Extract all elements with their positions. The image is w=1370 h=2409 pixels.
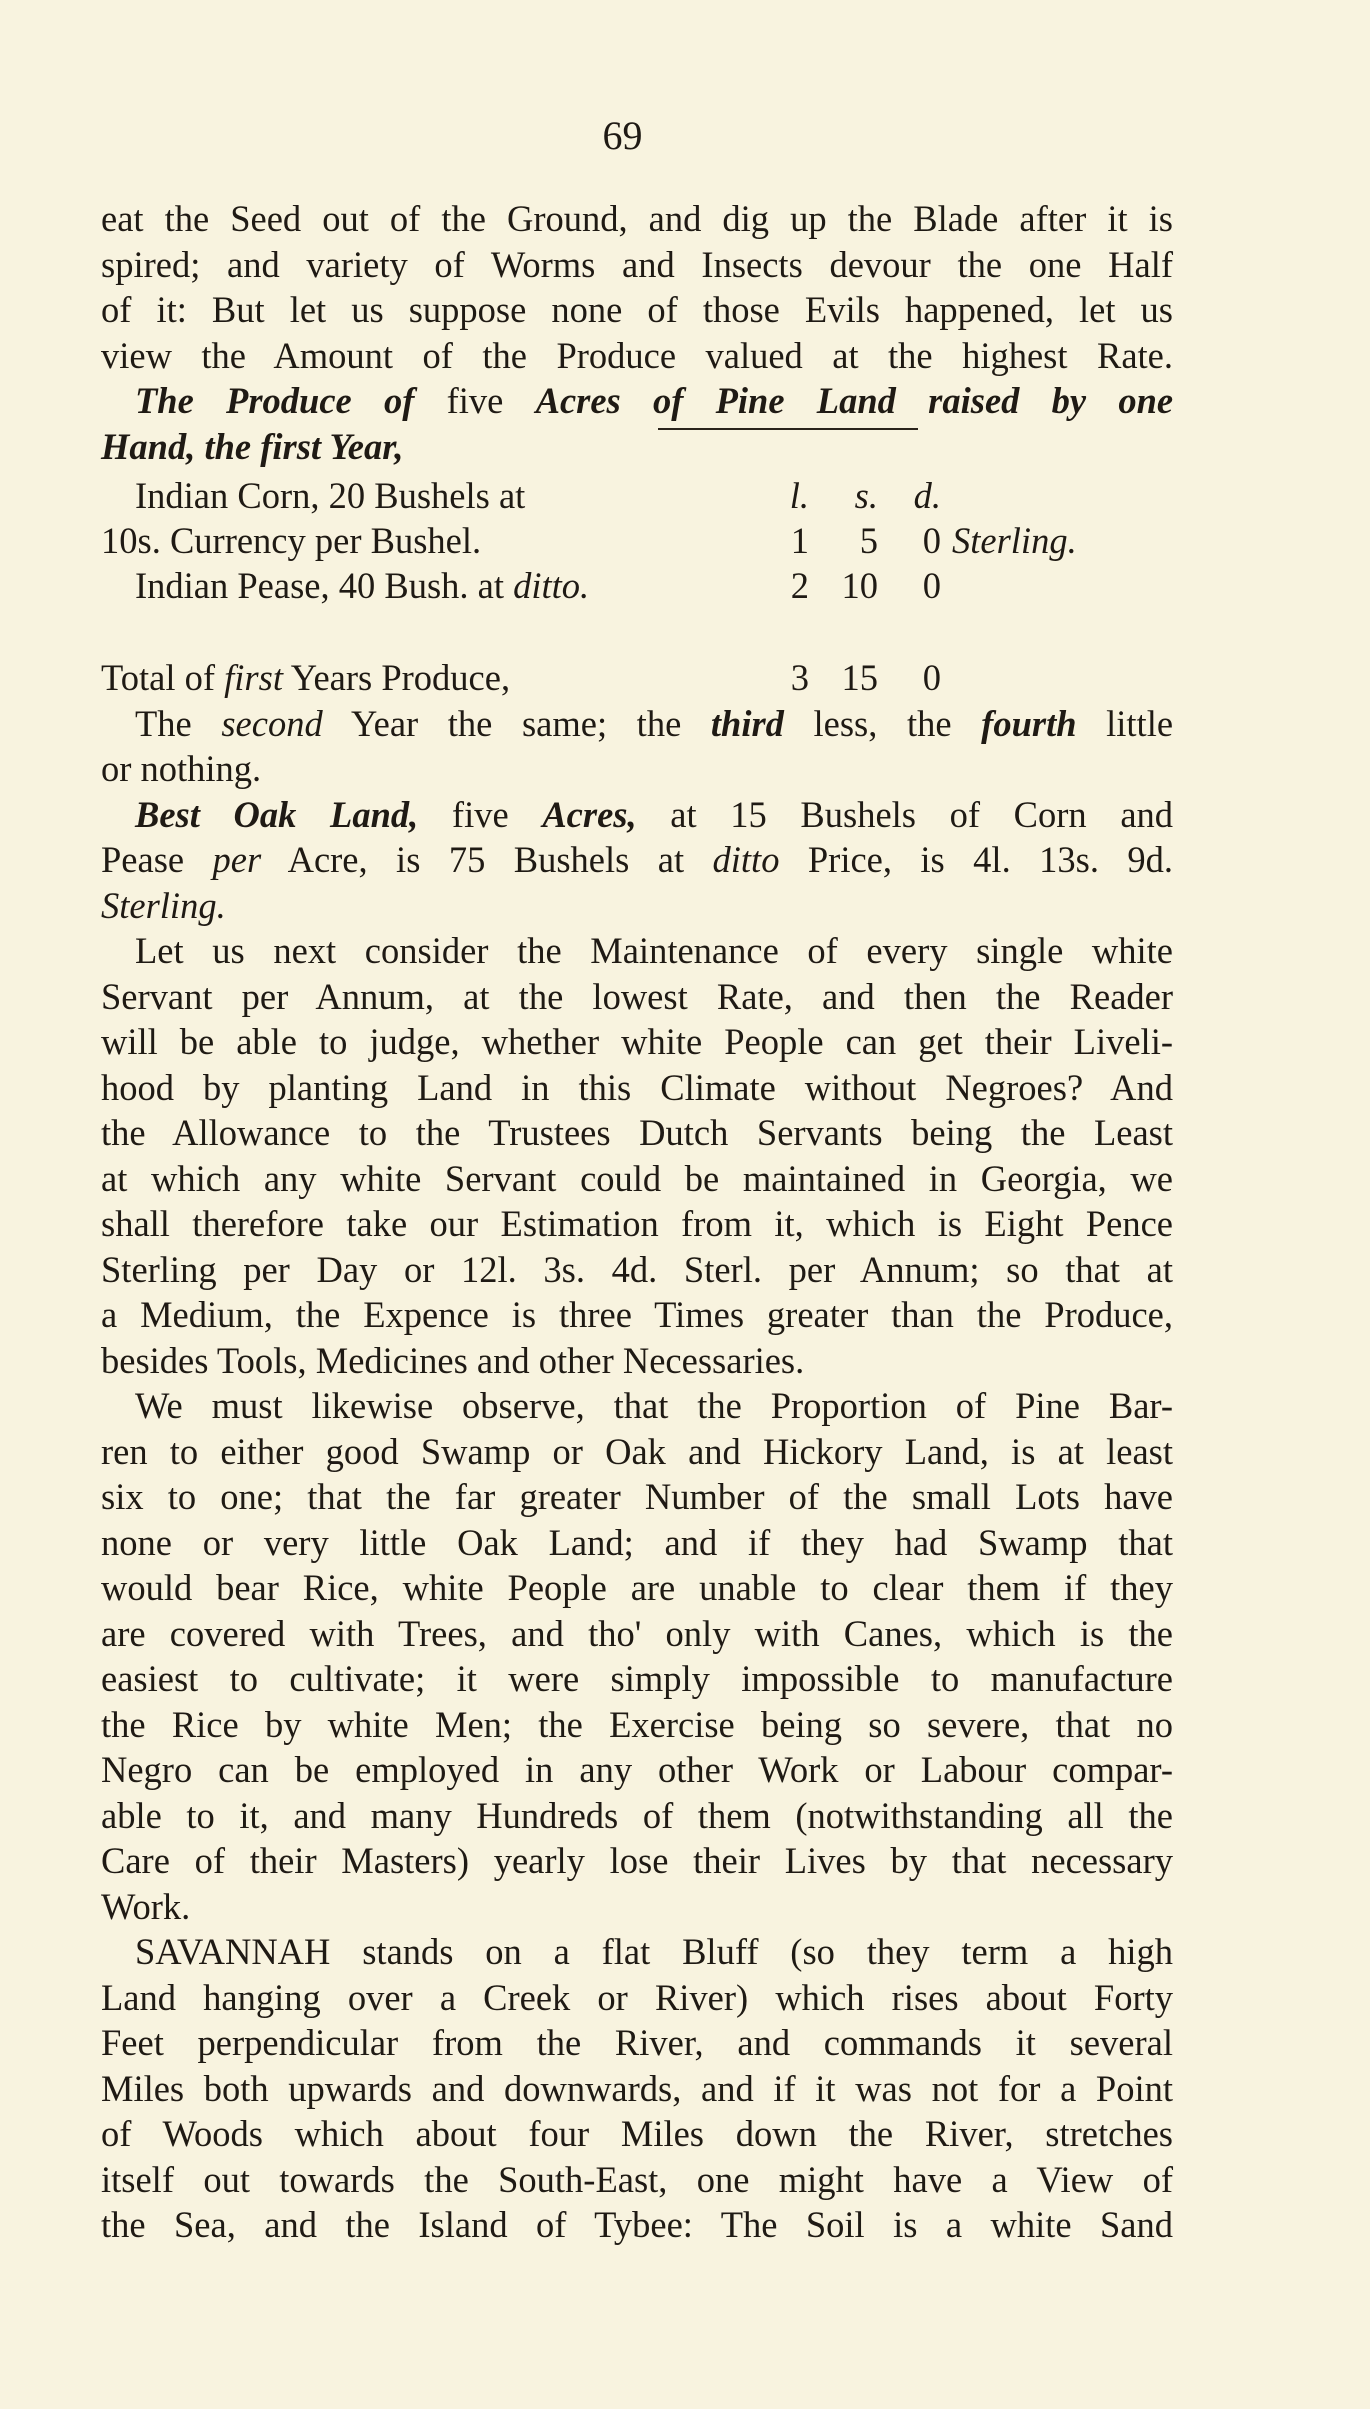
page-number: 69 [602,113,643,158]
text-line: Negro can be employed in any other Work or Labour compar- [101,1749,1173,1790]
text-line: The second Year the same; the third less, the fourth little [135,702,1174,744]
text-line: Work. [101,1885,191,1927]
account-row: Indian Corn, 20 Bushels at l. s. d. [135,475,941,516]
produce-heading-line2: Hand, the first Year, [101,425,404,467]
text-line: Pease per Acre, is 75 Bushels at ditto Price, is 4l. 13s. 9d. [101,839,1173,880]
text-line: Let us next consider the Maintenance of every single white [135,930,1173,971]
text-line: would bear Rice, white People are unable to clear them if they [101,1567,1173,1608]
text-line: SAVANNAH stands on a flat Bluff (so they term a high [135,1931,1173,1972]
text-line: Feet perpendicular from the River, and commands it several [101,2022,1173,2063]
total-rule [658,428,918,430]
text-line: the Sea, and the Island of Tybee: The Soil is a white Sand [101,2204,1173,2245]
text-line: Best Oak Land, five Acres, at 15 Bushels of Corn and [135,793,1174,835]
text-line: are covered with Trees, and tho' only with Canes, which is the [101,1612,1173,1654]
text-line: hood by planting Land in this Climate without Negroes? And [101,1066,1173,1108]
text-line: Land hanging over a Creek or River) which rises about Forty [101,1976,1173,2018]
account-total-row: Total of first Years Produce, 3 15 0 [101,657,941,698]
text-line: easiest to cultivate; it were simply impossible to manufacture [101,1658,1173,1699]
text-line: six to one; that the far greater Number of the small Lots have [101,1476,1173,1517]
text-line: will be able to judge, whether white People can get their Liveli- [101,1021,1173,1062]
text-line: of Woods which about four Miles down the River, stretches [101,2113,1173,2154]
text-line: Servant per Annum, at the lowest Rate, and then the Reader [101,975,1173,1017]
text-line: Sterling. [101,884,226,926]
text-line: at which any white Servant could be maintained in Georgia, we [101,1157,1173,1199]
text-line: able to it, and many Hundreds of them (notwithstanding all the [101,1794,1173,1836]
account-row: Indian Pease, 40 Bush. at ditto. 2 10 0 [135,565,941,606]
account-row: 10s. Currency per Bushel. 1 5 0 Sterling. [101,520,1077,561]
text-line: spired; and variety of Worms and Insects devour the one Half [101,243,1173,285]
text-line: ren to either good Swamp or Oak and Hickory Land, is at least [101,1430,1173,1472]
body-text [101,196,1173,2248]
text-line: or nothing. [101,748,262,789]
account-table [101,473,1173,655]
text-line: Miles both upwards and downwards, and if it was not for a Point [101,2067,1173,2109]
text-line: of it: But let us suppose none of those Evils happened, let us [101,289,1173,330]
text-line: a Medium, the Expence is three Times greater than the Produce, [101,1294,1173,1335]
text-line: eat the Seed out of the Ground, and dig up the Blade after it is [101,198,1173,239]
text-line: shall therefore take our Estimation from it, which is Eight Pence [101,1203,1173,1244]
produce-heading: The Produce of five Acres of Pine Land raised by one [135,380,1174,421]
text-line: the Allowance to the Trustees Dutch Servants being the Least [101,1112,1173,1153]
text-line: none or very little Oak Land; and if they had Swamp that [101,1521,1173,1563]
text-line: the Rice by white Men; the Exercise being so severe, that no [101,1703,1173,1745]
text-line: Sterling per Day or 12l. 3s. 4d. Sterl. per Annum; so that at [101,1248,1173,1290]
text-line: itself out towards the South-East, one might have a View of [101,2158,1173,2200]
text-line: view the Amount of the Produce valued at the highest Rate. [101,334,1173,376]
text-line: We must likewise observe, that the Proportion of Pine Bar- [135,1385,1173,1426]
text-line: Care of their Masters) yearly lose their Lives by that necessary [101,1840,1173,1881]
text-line: besides Tools, Medicines and other Necessaries. [101,1339,805,1381]
